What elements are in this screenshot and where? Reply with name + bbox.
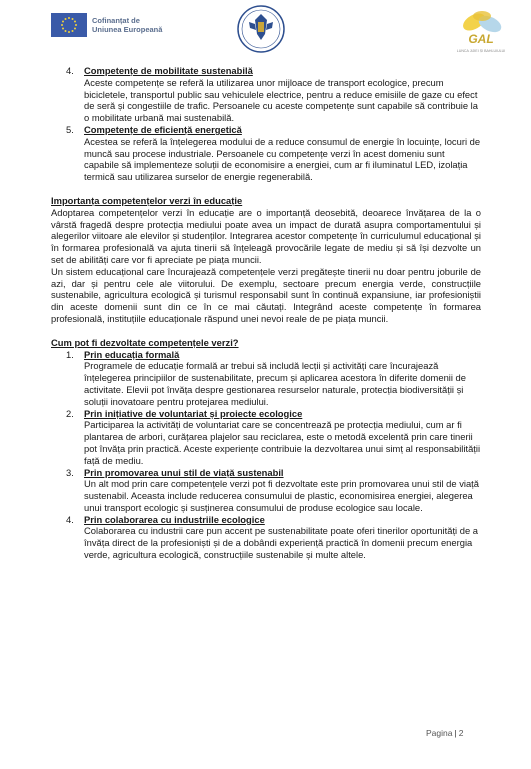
list-item-title: Competențe de eficiență energetică	[84, 123, 242, 135]
list-item-number: 4.	[66, 65, 74, 76]
list-item-title: Prin educația formală	[84, 348, 180, 360]
competences-list-continued	[51, 65, 481, 183]
paragraph: Un sistem educațional care încurajează competențele verzi pregătește tinerii nu doar pentru joburile de azi, dar și pentru cele ale viitorului. De exemplu, sectoare precum energia verde, construcțiile sustenabile, agricultura ecologică și turismul responsabil sunt în continuă expansiune, iar profesioniștii din aceste domenii sunt din ce în ce mai căutați. Integrând aceste competențe în formarea profesională, instituțiile educaționale răspund unei nevoi reale de pe piața muncii.	[51, 265, 481, 324]
list-item	[51, 65, 481, 124]
list-item	[51, 124, 481, 183]
list-item-body: Aceste competențe se referă la utilizarea unor mijloace de transport ecologice, precum bicicletele, transportul public sau vehiculele electrice, pentru a reduce emisiile de gaze cu efect de seră și congestiile de trafic. Persoanele cu aceste competențe sunt capabile să contribuie la o mobilitate urbană mai sustenabilă.	[84, 76, 478, 124]
eu-text-line2: Uniunea Europeană	[92, 25, 163, 34]
development-methods-list	[51, 349, 481, 561]
list-item-body: Programele de educație formală ar trebui să includă lecții și activități care încurajează înțelegerea principiilor de sustenabilitate, precum și aplicarea acestora în diferite domenii de activitate. Elevii pot învăța despre gestionarea resurselor naturale, protecția biodiversității și soluții inovatoare pentru protejarea mediului.	[84, 360, 466, 407]
list-item-body: Participarea la activități de voluntariat care se concentrează pe protecția mediului, cum ar fi plantarea de arbori, curățarea plajelor sau reciclarea, este o metodă excelentă prin care tinerii pot învăța prin practică. Aceste experiențe contribuie la dezvoltarea unui simț al responsabilității față de mediu.	[84, 419, 481, 466]
list-item-title: Prin inițiative de voluntariat și proiecte ecologice	[84, 407, 303, 419]
list-item	[51, 349, 481, 408]
list-item-body: Un alt mod prin care competențele verzi pot fi dezvoltate este prin promovarea unui stil de viață sustenabil. Aceasta include reducerea consumului de plastic, economisirea energiei, alegerea unui transport ecologic și susținerea consumului de produse ecologice sau locale.	[84, 478, 479, 513]
document-body	[51, 65, 481, 561]
section-heading: Importanța competențelor verzi în educație	[51, 194, 243, 206]
page-separator: |	[454, 728, 457, 738]
eu-flag-icon	[51, 13, 87, 37]
list-item-number: 4.	[66, 513, 74, 525]
list-item-title: Prin colaborarea cu industriile ecologice	[84, 513, 265, 525]
list-item	[51, 408, 481, 467]
eu-cofunded-logo	[51, 13, 162, 37]
list-item-number: 5.	[66, 123, 74, 135]
list-item	[51, 467, 481, 514]
list-item-number: 3.	[66, 466, 74, 478]
page-number: 2	[458, 728, 464, 738]
list-item	[51, 514, 481, 561]
eu-cofunded-text	[92, 16, 162, 34]
list-item-title: Prin promovarea unui stil de viață sustenabil	[84, 466, 284, 478]
romanian-government-logo	[236, 4, 286, 54]
paragraph: Adoptarea competențelor verzi în educație are o importanță deosebită, deoarece învățarea de la o vârstă fragedă despre protecția mediului poate avea un impact de durată asupra comportamentului și alegerilor viitoare ale elevilor și studenților. Integrarea acestor competențe în curriculumul educațional și în formarea profesională va ajuta tinerii să înțeleagă provocările legate de mediu și să își dezvolte un set de abilități care vor fi apreciate pe piața muncii.	[51, 206, 481, 265]
list-item-body: Colaborarea cu industrii care pun accent pe sustenabilitate poate oferi tinerilor oportunități de a învăța direct de la profesioniști și de a dobândi experiență practică în domenii precum energia verde, agricultura ecologică, construcțiile sustenabile și multe altele.	[84, 525, 478, 561]
eu-text-line1: Cofinanțat de	[92, 16, 140, 25]
page-footer	[426, 728, 463, 738]
page-header	[0, 0, 531, 60]
gal-logo	[452, 4, 510, 56]
gal-logo-subtext: LUNCA JIJIEI ȘI BAHLUIULUI	[456, 49, 506, 53]
list-item-number: 2.	[66, 407, 74, 419]
page-label: Pagina	[426, 728, 453, 738]
gal-logo-text: GAL	[468, 32, 494, 46]
list-item-title: Competențe de mobilitate sustenabilă	[84, 65, 253, 76]
list-item-number: 1.	[66, 348, 74, 360]
list-item-body: Acestea se referă la înțelegerea modului de a reduce consumul de energie în locuințe, locuri de muncă sau procese industriale. Persoanele cu competențe verzi în acest domeniu sunt capabile să implementeze soluții de economisire a energiei, cum ar fi iluminatul LED, izolația termică sau utilizarea surselor de energie regenerabilă.	[84, 135, 481, 183]
section-heading: Cum pot fi dezvoltate competențele verzi?	[51, 336, 239, 348]
